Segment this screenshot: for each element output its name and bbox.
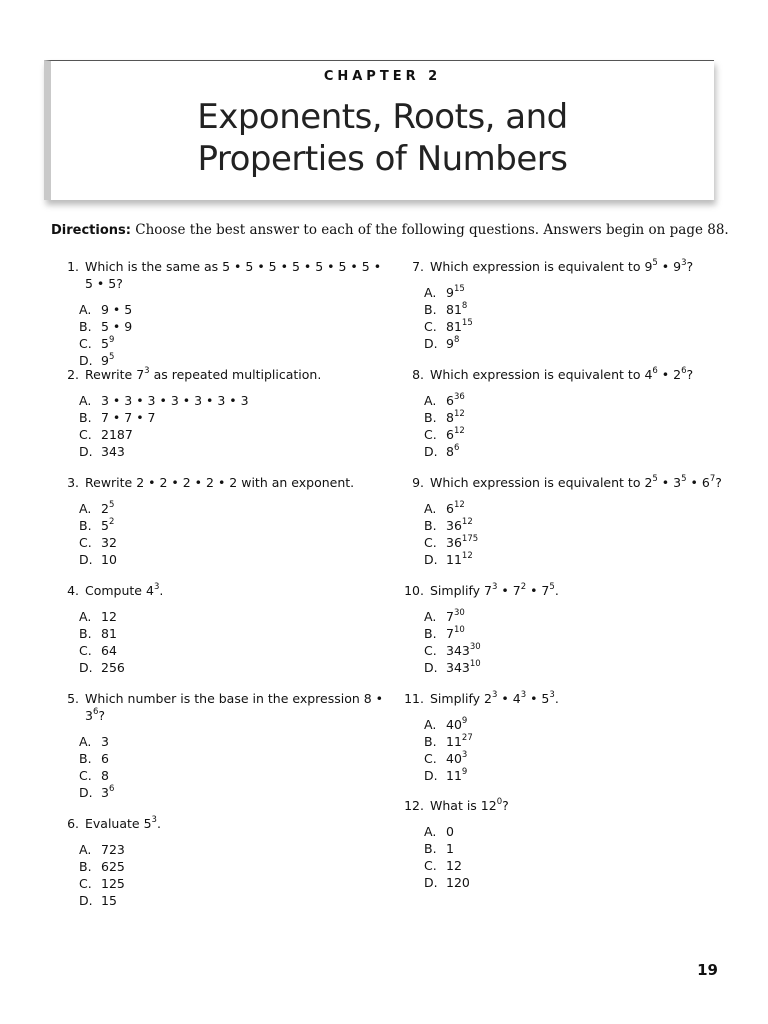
choice-letter: C. (79, 768, 92, 783)
question-text: Which number is the base in the expression 8 • $3^6$? (85, 691, 384, 723)
question-stem (57, 366, 387, 383)
choice-text: 125 (101, 876, 125, 891)
answer-choice (79, 625, 387, 642)
choice-letter: C. (424, 319, 437, 334)
answer-choices (424, 823, 732, 891)
question-number: 5. (67, 691, 79, 706)
choice-text: 32 (101, 535, 117, 550)
answer-choice (424, 659, 732, 676)
answer-choice (79, 841, 387, 858)
question-10 (402, 582, 732, 676)
choice-letter: B. (424, 410, 437, 425)
question-stem (402, 474, 732, 491)
chapter-title (51, 96, 714, 180)
answer-choices (79, 500, 387, 568)
choice-text: $81^8$ (446, 300, 468, 317)
question-text: Evaluate $5^3$. (85, 814, 161, 831)
choice-letter: A. (424, 501, 437, 516)
choice-text: $9^{15}$ (446, 283, 465, 300)
choice-text: $7^{10}$ (446, 624, 465, 641)
answer-choice (79, 392, 387, 409)
choice-letter: A. (424, 717, 437, 732)
choice-text: 343 (101, 444, 125, 459)
chapter-label: CHAPTER 2 (323, 69, 442, 84)
choice-letter: A. (79, 302, 92, 317)
choice-letter: C. (79, 427, 92, 442)
choice-text: 5 • 9 (101, 319, 133, 334)
choice-letter: C. (424, 427, 437, 442)
choice-text: 7 • 7 • 7 (101, 410, 156, 425)
choice-text: 256 (101, 660, 125, 675)
chapter-title-line-1: Exponents, Roots, and (197, 97, 568, 137)
choice-text: 12 (101, 609, 117, 624)
question-number: 4. (67, 583, 79, 598)
choice-letter: D. (424, 660, 438, 675)
answer-choice (424, 426, 732, 443)
question-number: 2. (67, 367, 79, 382)
question-number: 12. (404, 798, 424, 813)
answer-choice (424, 443, 732, 460)
choice-text: $36^{12}$ (446, 516, 473, 533)
answer-choice (79, 608, 387, 625)
answer-choices (424, 284, 732, 352)
choice-text: $81^{15}$ (446, 317, 473, 334)
question-text: Which expression is equivalent to $4^6$ • $2^6$? (430, 365, 694, 382)
chapter-header (44, 60, 714, 200)
question-text: Simplify $7^3$ • $7^2$ • $7^5$. (430, 581, 559, 598)
answer-choice (79, 892, 387, 909)
choice-letter: B. (424, 518, 437, 533)
question-stem (57, 474, 387, 491)
choice-text: $8^6$ (446, 442, 460, 459)
choice-letter: A. (424, 609, 437, 624)
choice-letter: C. (79, 336, 92, 351)
choice-letter: D. (79, 353, 93, 368)
answer-choice (79, 534, 387, 551)
question-5 (57, 690, 387, 801)
answer-choice (79, 301, 387, 318)
answer-choice (79, 875, 387, 892)
question-stem (57, 815, 387, 832)
choice-text: $9^8$ (446, 334, 460, 351)
choice-letter: D. (424, 336, 438, 351)
question-text: Which is the same as 5 • 5 • 5 • 5 • 5 • 5 • 5 • 5 • 5? (85, 259, 382, 291)
choice-text: 1 (446, 841, 454, 856)
choice-text: 625 (101, 859, 125, 874)
answer-choices (424, 392, 732, 460)
answer-choice (79, 335, 387, 352)
answer-choice (424, 608, 732, 625)
directions (51, 222, 731, 238)
answer-choice (424, 500, 732, 517)
answer-choice (79, 517, 387, 534)
question-stem (57, 258, 387, 292)
question-number: 11. (404, 691, 424, 706)
choice-letter: C. (424, 643, 437, 658)
answer-choice (79, 750, 387, 767)
choice-text: $5^9$ (101, 334, 115, 351)
choice-letter: B. (79, 859, 92, 874)
choice-text: $6^{36}$ (446, 391, 465, 408)
question-2 (57, 366, 387, 460)
choice-letter: B. (79, 518, 92, 533)
question-number: 8. (412, 367, 424, 382)
question-number: 3. (67, 475, 79, 490)
choice-letter: A. (79, 842, 92, 857)
question-11 (402, 690, 732, 784)
answer-choice (424, 823, 732, 840)
question-4 (57, 582, 387, 676)
answer-choices (79, 608, 387, 676)
question-number: 6. (67, 816, 79, 831)
choice-letter: B. (79, 410, 92, 425)
choice-text: $40^9$ (446, 715, 468, 732)
chapter-title-line-2: Properties of Numbers (197, 139, 568, 179)
choice-text: 0 (446, 824, 454, 839)
choice-letter: A. (424, 393, 437, 408)
question-stem (402, 366, 732, 383)
choice-text: 120 (446, 875, 470, 890)
answer-choice (424, 857, 732, 874)
answer-choices (424, 500, 732, 568)
question-3 (57, 474, 387, 568)
question-7 (402, 258, 732, 352)
answer-choice (424, 642, 732, 659)
question-text: What is $12^0$? (430, 796, 509, 813)
choice-letter: A. (79, 609, 92, 624)
answer-choices (424, 608, 732, 676)
choice-text: $343^{10}$ (446, 658, 481, 675)
answer-choice (424, 767, 732, 784)
choice-text: $6^{12}$ (446, 499, 465, 516)
answer-choice (424, 716, 732, 733)
choice-text: 12 (446, 858, 462, 873)
choice-text: 64 (101, 643, 117, 658)
question-text: Rewrite $7^3$ as repeated multiplication. (85, 365, 322, 382)
question-6 (57, 815, 387, 909)
answer-choice (424, 551, 732, 568)
answer-choice (424, 874, 732, 891)
answer-choice (79, 318, 387, 335)
choice-text: $40^3$ (446, 749, 468, 766)
choice-letter: B. (424, 302, 437, 317)
choice-text: 9 • 5 (101, 302, 133, 317)
choice-letter: A. (424, 824, 437, 839)
choice-letter: A. (424, 285, 437, 300)
choice-letter: D. (424, 444, 438, 459)
answer-choice (424, 284, 732, 301)
question-8 (402, 366, 732, 460)
choice-letter: B. (79, 751, 92, 766)
question-1 (57, 258, 387, 369)
question-stem (402, 258, 732, 275)
answer-choice (424, 517, 732, 534)
choice-text: 8 (101, 768, 109, 783)
choice-text: 15 (101, 893, 117, 908)
choice-text: $343^{30}$ (446, 641, 481, 658)
answer-choice (424, 534, 732, 551)
answer-choice (79, 733, 387, 750)
answer-choice (424, 335, 732, 352)
choice-letter: D. (424, 552, 438, 567)
answer-choice (79, 767, 387, 784)
choice-text: 81 (101, 626, 117, 641)
choice-letter: B. (424, 734, 437, 749)
choice-letter: D. (79, 785, 93, 800)
choice-text: 6 (101, 751, 109, 766)
question-12 (402, 797, 732, 891)
answer-choices (79, 392, 387, 460)
choice-letter: D. (424, 875, 438, 890)
answer-choice (79, 409, 387, 426)
answer-choice (424, 409, 732, 426)
answer-choices (424, 716, 732, 784)
question-9 (402, 474, 732, 568)
choice-text: $9^5$ (101, 351, 115, 368)
choice-text: 10 (101, 552, 117, 567)
question-text: Compute $4^3$. (85, 581, 164, 598)
choice-letter: B. (79, 319, 92, 334)
question-text: Simplify $2^3$ • $4^3$ • $5^3$. (430, 689, 559, 706)
question-text: Which expression is equivalent to $2^5$ • $3^5$ • $6^7$? (430, 473, 722, 490)
question-number: 7. (412, 259, 424, 274)
choice-text: $11^{27}$ (446, 732, 473, 749)
choice-text: $8^{12}$ (446, 408, 465, 425)
answer-choice (424, 750, 732, 767)
choice-text: 723 (101, 842, 125, 857)
answer-choice (424, 392, 732, 409)
question-stem (402, 690, 732, 707)
question-number: 10. (404, 583, 424, 598)
directions-text: Choose the best answer to each of the following questions. Answers begin on page 88. (130, 222, 729, 238)
choice-text: $3^6$ (101, 783, 115, 800)
choice-letter: C. (424, 751, 437, 766)
choice-letter: C. (424, 858, 437, 873)
choice-text: $36^{175}$ (446, 533, 479, 550)
answer-choices (79, 841, 387, 909)
answer-choice (79, 659, 387, 676)
choice-letter: C. (424, 535, 437, 550)
answer-choice (424, 840, 732, 857)
choice-text: 2187 (101, 427, 133, 442)
answer-choice (424, 318, 732, 335)
choice-text: $5^2$ (101, 516, 115, 533)
choice-letter: D. (79, 552, 93, 567)
choice-text: $6^{12}$ (446, 425, 465, 442)
choice-letter: D. (79, 893, 93, 908)
question-stem (57, 690, 387, 724)
answer-choices (79, 733, 387, 801)
choice-letter: A. (79, 734, 92, 749)
answer-choice (424, 733, 732, 750)
choice-letter: D. (79, 444, 93, 459)
question-number: 9. (412, 475, 424, 490)
answer-choices (79, 301, 387, 369)
answer-choice (424, 301, 732, 318)
directions-label: Directions: (51, 223, 131, 238)
choice-letter: C. (79, 535, 92, 550)
choice-text: $11^{12}$ (446, 550, 473, 567)
choice-text: 3 (101, 734, 109, 749)
choice-letter: B. (424, 626, 437, 641)
answer-choice (79, 551, 387, 568)
choice-text: $7^{30}$ (446, 607, 465, 624)
choice-letter: C. (79, 643, 92, 658)
choice-letter: D. (79, 660, 93, 675)
choice-letter: B. (424, 841, 437, 856)
answer-choice (79, 443, 387, 460)
choice-letter: B. (79, 626, 92, 641)
question-number: 1. (67, 259, 79, 274)
choice-letter: A. (79, 501, 92, 516)
question-stem (402, 797, 732, 814)
answer-choice (79, 858, 387, 875)
choice-text: $2^5$ (101, 499, 115, 516)
question-text: Rewrite 2 • 2 • 2 • 2 • 2 with an exponent. (85, 475, 355, 490)
choice-text: 3 • 3 • 3 • 3 • 3 • 3 • 3 (101, 393, 249, 408)
question-stem (57, 582, 387, 599)
question-text: Which expression is equivalent to $9^5$ • $9^3$? (430, 257, 694, 274)
answer-choice (79, 784, 387, 801)
choice-letter: A. (79, 393, 92, 408)
answer-choice (424, 625, 732, 642)
answer-choice (79, 500, 387, 517)
question-stem (402, 582, 732, 599)
choice-letter: D. (424, 768, 438, 783)
page-number: 19 (697, 961, 718, 979)
choice-text: $11^9$ (446, 766, 468, 783)
choice-letter: C. (79, 876, 92, 891)
answer-choice (79, 642, 387, 659)
answer-choice (79, 426, 387, 443)
